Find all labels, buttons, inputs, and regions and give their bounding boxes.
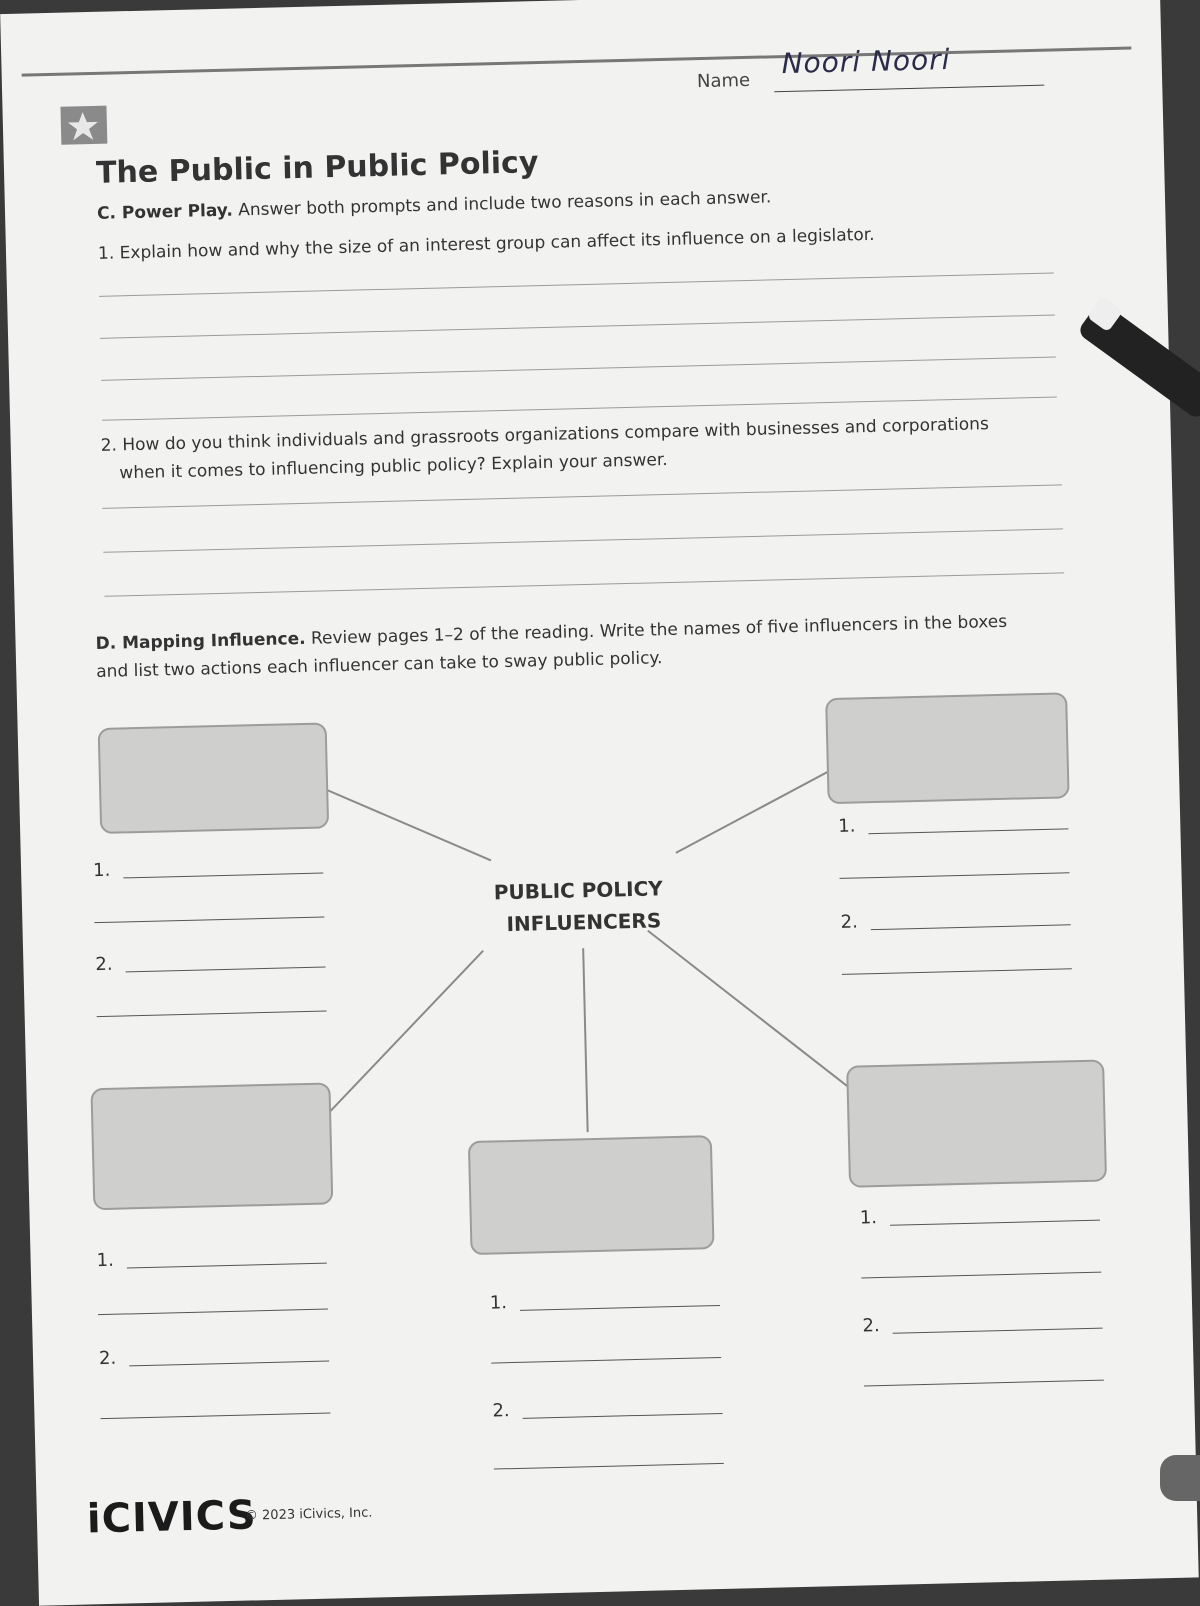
background-object bbox=[1160, 1455, 1200, 1501]
name-label: Name bbox=[696, 69, 751, 93]
action-number: 2. bbox=[95, 953, 113, 976]
influencer-box-1[interactable] bbox=[98, 722, 330, 834]
question-2-line1: 2. How do you think individuals and grassroots organizations compare with businesses and corporations bbox=[100, 414, 990, 456]
center-label-line1: PUBLIC POLICY bbox=[493, 876, 664, 905]
action-number: 2. bbox=[492, 1400, 510, 1422]
section-c-instructions: Answer both prompts and include two reasons in each answer. bbox=[237, 187, 772, 221]
influencer-box-3[interactable] bbox=[90, 1082, 333, 1210]
section-d-instructions-1: Review pages 1–2 of the reading. Write the names of five influencers in the boxes bbox=[310, 611, 1008, 649]
center-label-line2: INFLUENCERS bbox=[506, 908, 662, 937]
action-number: 1. bbox=[96, 1249, 115, 1272]
action-number: 2. bbox=[840, 911, 859, 933]
action-number: 1. bbox=[859, 1207, 878, 1229]
action-number: 1. bbox=[92, 859, 111, 882]
action-number: 1. bbox=[489, 1292, 508, 1314]
section-c-heading: C. Power Play. bbox=[96, 200, 234, 224]
section-d-heading: D. Mapping Influence. bbox=[95, 628, 306, 655]
action-number: 1. bbox=[838, 815, 856, 837]
action-number: 2. bbox=[98, 1347, 117, 1370]
influencer-box-4[interactable] bbox=[846, 1060, 1107, 1188]
name-value: Noori Noori bbox=[781, 42, 951, 81]
question-2-line2: when it comes to influencing public policy? Explain your answer. bbox=[119, 449, 668, 484]
page-title: The Public in Public Policy bbox=[95, 145, 539, 191]
icivics-logo: iCIVICS bbox=[86, 1492, 258, 1543]
question-1: 1. Explain how and why the size of an interest group can affect its influence on a legislator. bbox=[97, 224, 875, 264]
influencer-box-5[interactable] bbox=[468, 1135, 715, 1255]
action-number: 2. bbox=[862, 1315, 880, 1337]
influencer-box-2[interactable] bbox=[825, 692, 1070, 804]
copyright: © 2023 iCivics, Inc. bbox=[244, 1505, 373, 1524]
section-d-instructions-2: and list two actions each influencer can take to sway public policy. bbox=[96, 648, 663, 683]
